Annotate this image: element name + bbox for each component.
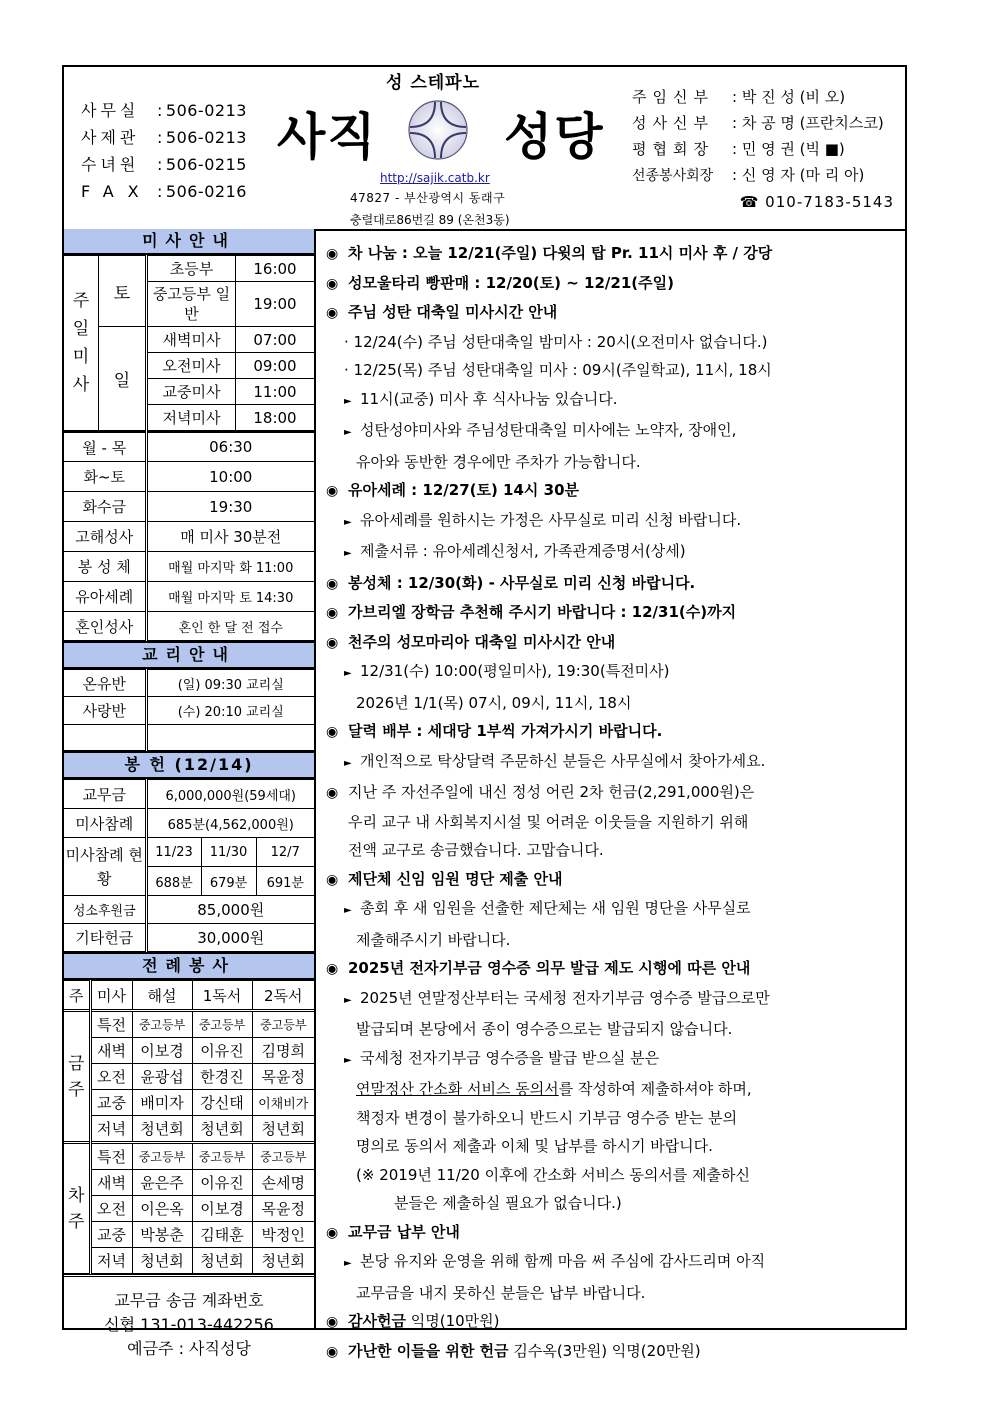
notice-line: ► 제출서류 : 유아세례신청서, 가족관계증명서(상세) (326, 537, 901, 569)
arrow-icon: ► (344, 757, 352, 769)
offering-table (64, 779, 314, 952)
schedule-value: 06:30 (146, 432, 314, 462)
bullet-icon: ◉ (326, 871, 339, 888)
offering-header: 봉 헌 (12/14) (64, 751, 314, 779)
mass-time: 16:00 (236, 256, 315, 282)
notice-line: · 12/25(목) 주님 성탄대축일 미사 : 09시(주일학교), 11시, 18시 (344, 361, 772, 379)
notice-line: 발급되며 본당에서 종이 영수증으로는 발급되지 않습니다. (356, 1020, 733, 1038)
reader2-cell: 손세명 (252, 1170, 314, 1196)
contact-convent: 수녀원 : 506-0215 (81, 155, 247, 174)
class-name: 온유반 (64, 670, 146, 697)
commentator-cell: 이보경 (132, 1038, 192, 1064)
commentator-cell: 윤광섭 (132, 1064, 192, 1090)
offering-value: 685분(4,562,000원) (146, 809, 314, 838)
mass-cell: 교중 (90, 1222, 132, 1248)
contact-fax: FAX : 506-0216 (81, 182, 247, 201)
reader1-cell: 이유진 (192, 1038, 252, 1064)
attendance-count: 691분 (256, 867, 314, 896)
notice-line: 분들은 제출하실 필요가 없습니다.) (394, 1194, 622, 1212)
mass-cell: 새벽 (90, 1170, 132, 1196)
notice-line: ► 12/31(수) 10:00(평일미사), 19:30(특전미사) (326, 657, 901, 689)
reader1-cell: 이유진 (192, 1170, 252, 1196)
notice-line: 연말정산 간소화 서비스 동의서를 작성하여 제출하셔야 하며, (356, 1080, 752, 1098)
column-header: 2독서 (252, 981, 314, 1011)
weekday-schedule-table (64, 431, 314, 641)
column-header: 1독서 (192, 981, 252, 1011)
schedule-label: 고해성사 (64, 522, 146, 552)
bullet-icon: ◉ (326, 724, 339, 740)
reader2-cell: 박정인 (252, 1222, 314, 1248)
address-line-1: 47827 - 부산광역시 동래구 (350, 191, 506, 205)
offering-label: 미사참례 (64, 809, 146, 838)
bullet-icon: ◉ (326, 1343, 339, 1360)
commentator-cell: 윤은주 (132, 1170, 192, 1196)
staff-pastor: 주임신부 : 박 진 성 (비 오) (632, 88, 846, 106)
column-header: 미사 (90, 981, 132, 1011)
account-info (64, 1274, 314, 1361)
notice-bread-sale: ◉ 성모울타리 빵판매 : 12/20(토) ~ 12/21(주일) (326, 269, 901, 299)
notice-donation-receipt: ◉ 2025년 전자기부금 영수증 의무 발급 제도 시행에 따른 안내 (326, 954, 901, 984)
commentator-cell: 청년회 (132, 1116, 192, 1143)
phone-number: ☎ 010-7183-5143 (739, 193, 894, 211)
arrow-icon: ► (344, 1054, 352, 1066)
class-name (64, 725, 146, 751)
notice-line: ► 개인적으로 탁상달력 주문하신 분들은 사무실에서 찾아가세요. (326, 747, 901, 779)
class-info (146, 725, 314, 751)
bullet-icon: ◉ (326, 483, 339, 499)
notice-line: ► 총회 후 새 임원을 선출한 제단체는 새 임원 명단을 사무실로 (326, 894, 901, 926)
reader1-cell: 중고등부 (192, 1011, 252, 1038)
notice-line: ► 유아세례를 원하시는 가정은 사무실로 미리 신청 바랍니다. (326, 506, 901, 538)
mass-schedule-header: 미사안내 (64, 229, 314, 255)
arrow-icon: ► (344, 1258, 352, 1269)
attendance-status-label: 미사참례 현황 (64, 838, 146, 896)
contact-list (81, 97, 247, 205)
schedule-value: 매 미사 30분전 (146, 522, 314, 552)
consent-form-link: 연말정산 간소화 서비스 동의서 (356, 1080, 559, 1098)
mass-name: 저녁미사 (147, 405, 236, 431)
church-title-left: 사직 (277, 108, 378, 166)
contact-office: 사무실 : 506-0213 (81, 101, 247, 120)
mass-cell: 저녁 (90, 1248, 132, 1274)
next-week-label: 차주 (64, 1143, 90, 1274)
liturgy-header: 전례봉사 (64, 952, 314, 980)
bullet-icon: ◉ (326, 785, 339, 801)
schedule-value: 19:30 (146, 492, 314, 522)
address-line-2: 충렬대로86번길 89 (온천3동) (350, 213, 510, 227)
church-title-right: 성당 (504, 108, 605, 166)
mass-cell: 저녁 (90, 1116, 132, 1143)
attendance-date: 12/7 (256, 838, 314, 867)
mass-time: 18:00 (236, 405, 315, 431)
reader2-cell: 목윤정 (252, 1064, 314, 1090)
schedule-label: 봉 성 체 (64, 552, 146, 582)
account-number: 신협 131-013-442256 (104, 1315, 274, 1334)
attendance-date: 11/30 (201, 838, 256, 867)
mass-name: 새벽미사 (147, 327, 236, 353)
bullet-icon: ◉ (326, 605, 339, 621)
bullet-icon: ◉ (326, 1314, 339, 1330)
mass-time: 19:00 (236, 282, 315, 327)
mass-cell: 특전 (90, 1011, 132, 1038)
arrow-icon: ► (344, 994, 352, 1006)
schedule-value: 매월 마지막 화 11:00 (146, 552, 314, 582)
arrow-icon: ► (344, 395, 352, 407)
notice-mary-solemnity: ◉ 천주의 성모마리아 대축일 미사시간 안내 (326, 628, 901, 658)
reader1-cell: 이보경 (192, 1196, 252, 1222)
schedule-label: 유아세례 (64, 582, 146, 612)
mass-name: 초등부 (147, 256, 236, 282)
notice-calendar: ◉ 달력 배부 : 세대당 1부씩 가져가시기 바랍니다. (326, 717, 901, 747)
notice-communion-sick: ◉ 봉성체 : 12/30(화) - 사무실로 미리 신청 바랍니다. (326, 569, 901, 599)
notice-list (326, 239, 901, 1366)
notice-christmas-mass: ◉ 주님 성탄 대축일 미사시간 안내 (326, 298, 901, 328)
notice-church-dues: ◉ 교무금 납부 안내 (326, 1218, 901, 1248)
mass-cell: 오전 (90, 1196, 132, 1222)
bullet-icon: ◉ (326, 961, 339, 977)
reader1-cell: 청년회 (192, 1116, 252, 1143)
staff-assistant-priest: 성사신부 : 차 공 명 (프란치스코) (632, 114, 884, 132)
attendance-count: 679분 (201, 867, 256, 896)
bullet-icon: ◉ (326, 246, 339, 262)
offering-label: 교무금 (64, 780, 146, 809)
this-week-label: 금주 (64, 1011, 90, 1143)
notice-line: 교무금을 내지 못하신 분들은 납부 바랍니다. (356, 1283, 646, 1302)
arrow-icon: ► (344, 516, 352, 528)
reader1-cell: 한경진 (192, 1064, 252, 1090)
offering-value: 30,000원 (146, 924, 314, 952)
mass-name: 오전미사 (147, 353, 236, 379)
website-link[interactable]: http://sajik.catb.kr (380, 171, 490, 185)
account-holder: 예금주 : 사직성당 (127, 1339, 251, 1358)
notice-scholarship: ◉ 가브리엘 장학금 추천해 주시기 바랍니다 : 12/31(수)까지 (326, 598, 901, 628)
reader1-cell: 중고등부 (192, 1143, 252, 1170)
catechism-header: 교리안내 (64, 641, 314, 669)
column-header: 주 (64, 981, 90, 1011)
bulletin-header (64, 67, 905, 231)
notice-line: (※ 2019년 11/20 이후에 간소화 서비스 동의서를 제출하신 (356, 1165, 751, 1184)
offering-label: 기타헌금 (64, 924, 146, 952)
bullet-icon: ◉ (326, 634, 339, 651)
staff-list (632, 84, 894, 215)
left-sidebar (64, 229, 316, 1358)
mass-name: 교중미사 (147, 379, 236, 405)
class-info: (수) 20:10 교리실 (146, 697, 314, 725)
bullet-icon: ◉ (326, 575, 339, 592)
offering-label: 성소후원금 (64, 896, 146, 924)
patron-name: 성 스테파노 (386, 73, 481, 93)
notice-line: ► 2025년 연말정산부터는 국세청 전자기부금 영수증 발급으로만 (326, 984, 901, 1016)
commentator-cell: 배미자 (132, 1090, 192, 1116)
notice-line: 2026년 1/1(목) 07시, 09시, 11시, 18시 (356, 693, 632, 712)
mass-time: 11:00 (236, 379, 315, 405)
church-cross-logo-icon (407, 99, 469, 161)
arrow-icon: ► (344, 427, 352, 438)
bullet-icon: ◉ (326, 275, 339, 292)
contact-rectory: 사제관 : 506-0213 (81, 128, 247, 147)
account-title: 교무금 송금 계좌번호 (114, 1291, 264, 1310)
mass-cell: 새벽 (90, 1038, 132, 1064)
notice-line: 제출해주시기 바랍니다. (356, 930, 511, 949)
mass-cell: 특전 (90, 1143, 132, 1170)
mass-cell: 교중 (90, 1090, 132, 1116)
schedule-label: 화~토 (64, 462, 146, 492)
mass-time: 07:00 (236, 327, 315, 353)
notice-infant-baptism: ◉ 유아세례 : 12/27(토) 14시 30분 (326, 476, 901, 506)
bullet-icon: ◉ (326, 305, 339, 321)
notice-tea-sharing: ◉ 차 나눔 : 오늘 12/21(주일) 다윗의 탑 Pr. 11시 미사 후 / 강당 (326, 239, 901, 269)
commentator-cell: 청년회 (132, 1248, 192, 1274)
arrow-icon: ► (344, 668, 352, 679)
reader2-cell: 목윤정 (252, 1196, 314, 1222)
schedule-value: 혼인 한 달 전 접수 (146, 612, 314, 641)
saturday-label: 토 (99, 256, 147, 327)
mass-name: 중고등부 일반 (147, 282, 236, 327)
notice-poor-offering: ◉ 가난한 이들을 위한 헌금 김수옥(3만원) 익명(20만원) (326, 1337, 901, 1367)
attendance-date: 11/23 (146, 838, 201, 867)
notice-line: ► 본당 유지와 운영을 위해 함께 마음 써 주심에 감사드리며 아직 (326, 1247, 901, 1279)
sunday-label: 일 (99, 327, 147, 431)
column-header: 해설 (132, 981, 192, 1011)
sunday-mass-label: 주일미사 (64, 256, 99, 431)
reader1-cell: 김태훈 (192, 1222, 252, 1248)
mass-cell: 오전 (90, 1064, 132, 1090)
staff-council-president: 평협회장 : 민 영 권 (빅 ■) (632, 140, 845, 158)
commentator-cell: 중고등부 (132, 1143, 192, 1170)
reader2-cell: 김명희 (252, 1038, 314, 1064)
commentator-cell: 박봉춘 (132, 1222, 192, 1248)
reader1-cell: 강신태 (192, 1090, 252, 1116)
reader2-cell: 청년회 (252, 1116, 314, 1143)
mass-time: 09:00 (236, 353, 315, 379)
catechism-table (64, 669, 314, 751)
liturgy-table (64, 980, 314, 1274)
notice-line: ► 국세청 전자기부금 영수증을 발급 받으실 분은 (326, 1044, 901, 1076)
notice-officers-list: ◉ 제단체 신임 임원 명단 제출 안내 (326, 865, 901, 895)
attendance-count: 688분 (146, 867, 201, 896)
notice-line: ► 11시(교중) 미사 후 식사나눔 있습니다. (326, 385, 901, 417)
offering-value: 85,000원 (146, 896, 314, 924)
commentator-cell: 이은옥 (132, 1196, 192, 1222)
bullet-icon: ◉ (326, 1224, 339, 1241)
schedule-label: 혼인성사 (64, 612, 146, 641)
arrow-icon: ► (344, 548, 352, 559)
mass-schedule-table (64, 255, 314, 431)
reader2-cell: 중고등부 (252, 1011, 314, 1038)
commentator-cell: 중고등부 (132, 1011, 192, 1038)
notice-thanksgiving-offering: ◉ 감사헌금 익명(10만원) (326, 1307, 901, 1337)
notice-line: 책정자 변경이 불가하오니 반드시 기부금 영수증 받는 분의 (356, 1108, 738, 1127)
class-info: (일) 09:30 교리실 (146, 670, 314, 697)
arrow-icon: ► (344, 905, 352, 916)
schedule-label: 월 - 목 (64, 432, 146, 462)
notices-panel (316, 229, 905, 1360)
bulletin-page (62, 65, 907, 1360)
reader2-cell: 청년회 (252, 1248, 314, 1274)
schedule-label: 화수금 (64, 492, 146, 522)
notice-line: 우리 교구 내 사회복지시설 및 어려운 이웃들을 지원하기 위해 (348, 812, 749, 831)
notice-line: 명의로 동의서 제출과 이체 및 납부를 하시기 바랍니다. (356, 1137, 713, 1155)
offering-value: 6,000,000원(59세대) (146, 780, 314, 809)
notice-charity-collection: ◉ 지난 주 자선주일에 내신 정성 어린 2차 헌금(2,291,000원)은 (326, 778, 901, 808)
reader2-cell: 이채비가 (252, 1090, 314, 1116)
schedule-value: 매월 마지막 토 14:30 (146, 582, 314, 612)
notice-line: · 12/24(수) 주님 성탄대축일 밤미사 : 20시(오전미사 없습니다.) (344, 332, 768, 351)
staff-funeral-president: 선종봉사회장 : 신 영 자 (마 리 아) (632, 166, 865, 184)
reader2-cell: 중고등부 (252, 1143, 314, 1170)
class-name: 사랑반 (64, 697, 146, 725)
notice-line: 유아와 동반한 경우에만 주차가 가능합니다. (356, 452, 641, 471)
notice-line: 전액 교구로 송금했습니다. 고맙습니다. (348, 841, 604, 859)
reader1-cell: 청년회 (192, 1248, 252, 1274)
notice-line: ► 성탄성야미사와 주님성탄대축일 미사에는 노약자, 장애인, (326, 416, 901, 448)
schedule-value: 10:00 (146, 462, 314, 492)
